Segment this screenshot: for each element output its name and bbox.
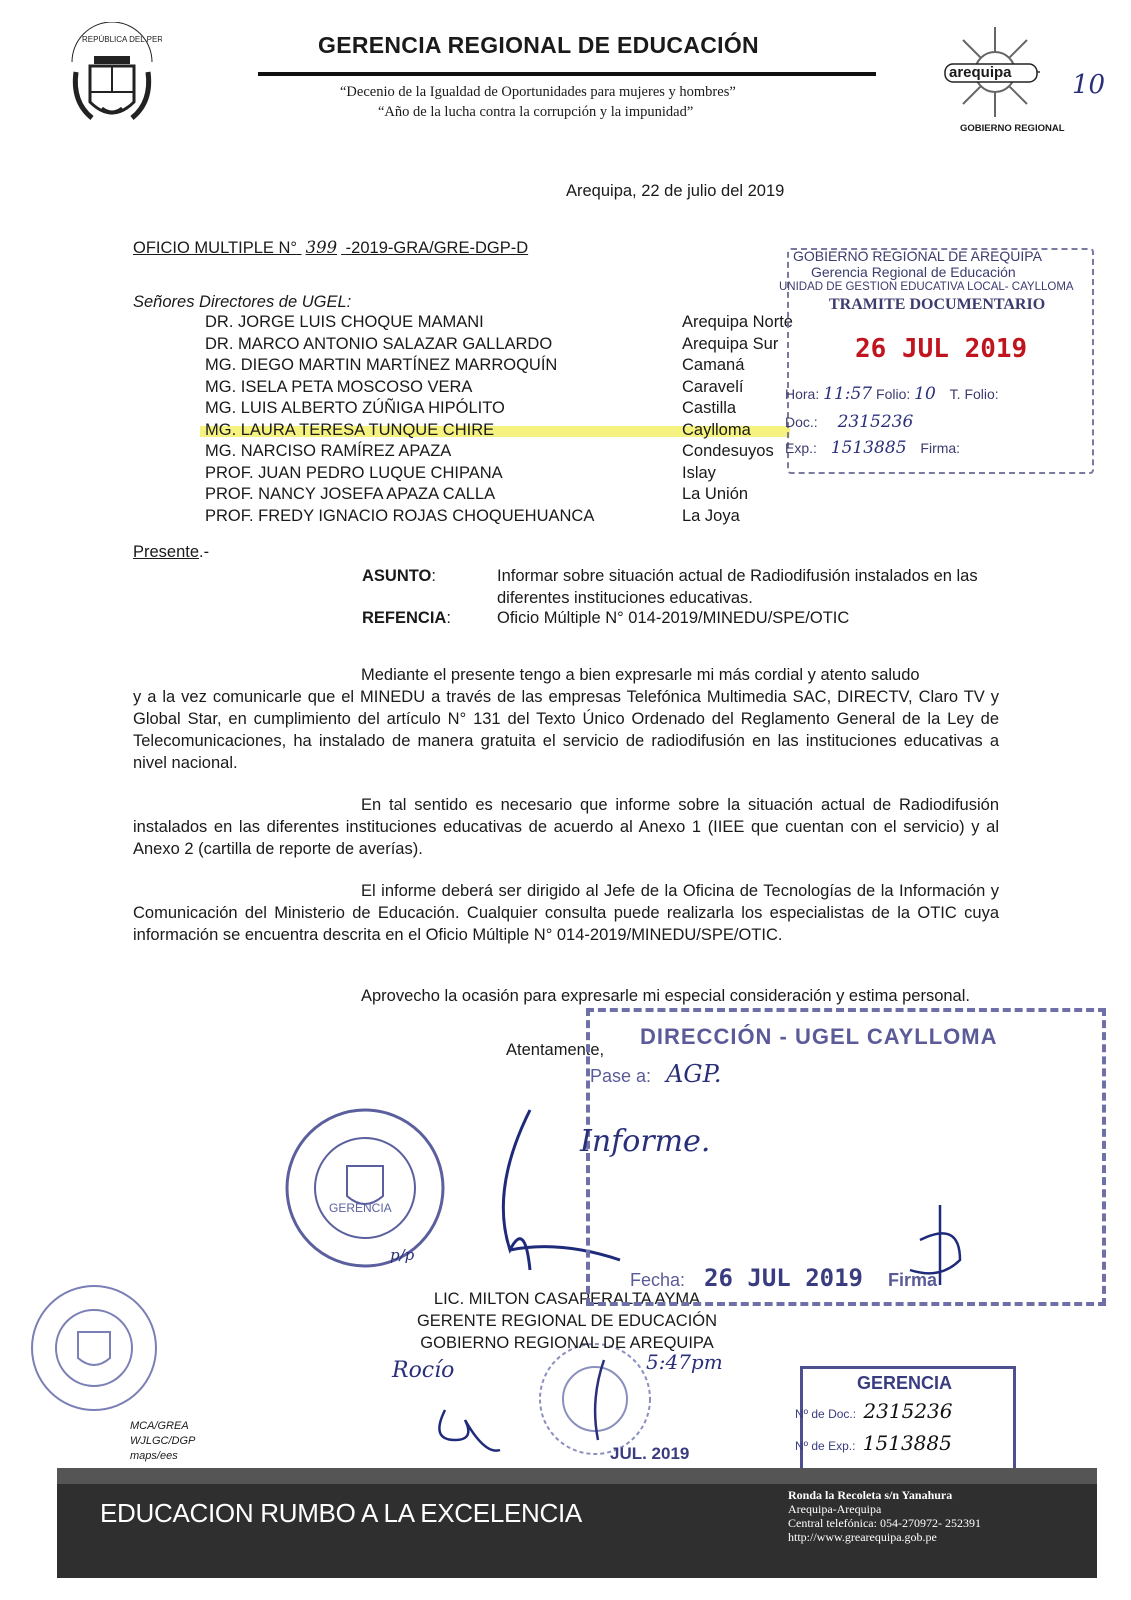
recipient-name: PROF. FREDY IGNACIO ROJAS CHOQUEHUANCA [205, 506, 595, 525]
svg-text:REPÚBLICA DEL PERÚ: REPÚBLICA DEL PERÚ [82, 35, 162, 44]
initials-line-3: maps/ees [130, 1450, 178, 1462]
stamp-doc-value: 2315236 [837, 412, 914, 432]
recipient-ugel: Arequipa Norte [682, 313, 793, 331]
paragraph-3: El informe deberá ser dirigido al Jefe de la Oficina de Tecnologías de la Información y Comunicación del Ministerio de Educación. Cualquier consulta puede realizarla los especialistas de la OTIC cuya información se encuentra descrita en el Oficio Múltiple N° 014-2019/MINEDU/SPE/OTIC. [133, 882, 999, 944]
logo-text: arequipa [949, 64, 1012, 81]
recipient-row [205, 463, 805, 485]
stamp-direccion-date: 26 JUL 2019 [704, 1264, 863, 1292]
recipient-name: DR. MARCO ANTONIO SALAZAR GALLARDO [205, 334, 553, 353]
paragraph-1-start: Mediante el presente tengo a bien expresarle mi más cordial y atento saludo [361, 666, 920, 684]
closing: Atentamente, [506, 1041, 605, 1059]
stamp-direccion-ugel [580, 1008, 1106, 1306]
stamp-line-3: UNIDAD DE GESTION EDUCATIVA LOCAL- CAYLLOMA [779, 281, 1074, 293]
institution-title: GERENCIA REGIONAL DE EDUCACIÓN [318, 32, 759, 58]
stamp-gerencia-doc: Nº de Doc.: 2315236 [795, 1399, 953, 1423]
stamp-pase-row: Pase a: AGP. [590, 1060, 722, 1088]
arequipa-logo [935, 22, 1055, 122]
stamp-date: 26 JUL 2019 [855, 334, 1028, 364]
stamp-fecha-row: Fecha: 26 JUL 2019 Firma [630, 1264, 938, 1292]
seal-dgp [28, 1282, 160, 1414]
stamp-doc-row: Doc.: 2315236 [785, 412, 914, 432]
footer-address-1: Ronda la Recoleta s/n Yanahura [788, 1488, 953, 1502]
asunto-text: Informar sobre situación actual de Radiodifusión instalados en las diferentes instituciones educativas. [497, 567, 978, 607]
recipient-name: MG. LAURA TERESA TUNQUE CHIRE [205, 420, 495, 439]
signer-name: LIC. MILTON CASAPERALTA AYMA [433, 1290, 701, 1308]
paragraph-2: En tal sentido es necesario que informe sobre la situación actual de Radiodifusión instalados en las diferentes instituciones educativas de acuerdo al Anexo 1 (IIEE que cuentan con el servicio) y al Anexo 2 (cartilla de reporte de averías). [133, 796, 999, 858]
slogan-decade: “Decenio de la Igualdad de Oportunidades para mujeres y hombres” [340, 84, 736, 100]
recipient-row [205, 377, 805, 399]
paragraph-1 [133, 664, 999, 774]
recipient-ugel: Condesuyos [682, 442, 774, 460]
initials-scribble [425, 1400, 505, 1460]
recipients-heading: Señores Directores de UGEL: [133, 293, 352, 311]
seal-center-text: GERENCIA [329, 1201, 392, 1215]
stamp-folio-value: 10 [914, 384, 936, 404]
stamp-gerencia-title: GERENCIA [857, 1373, 953, 1393]
recipient-ugel: Camaná [682, 356, 745, 374]
footer-address [788, 1488, 981, 1544]
footer-band [57, 1468, 1097, 1484]
stamp-date-partial: JUL. 2019 [610, 1444, 690, 1463]
recipients-list [205, 312, 805, 527]
recipient-row [205, 484, 805, 506]
reference-initials [130, 1419, 195, 1464]
recipient-ugel: La Joya [682, 506, 740, 525]
letter-date: Arequipa, 22 de julio del 2019 [566, 182, 785, 200]
recipient-name: MG. LUIS ALBERTO ZÚÑIGA HIPÓLITO [205, 399, 505, 417]
recipient-name: PROF. JUAN PEDRO LUQUE CHIPANA [205, 463, 503, 482]
recipient-row [205, 334, 805, 356]
recipient-name: PROF. NANCY JOSEFA APAZA CALLA [205, 485, 496, 503]
slogan-year: “Año de la lucha contra la corrupción y la impunidad” [378, 104, 694, 120]
initials-line-2: WJLGC/DGP [130, 1435, 196, 1447]
referencia-label: REFENCIA: [362, 609, 451, 627]
presente-line: Presente.- [133, 543, 210, 561]
stamp-exp-row: Exp.: 1513885 Firma: [785, 438, 961, 458]
paragraph-1-rest: y a la vez comunicarle que el MINEDU a través de las empresas Telefónica Multimedia SAC, DIRECTV, Claro TV y Global Star, en cumplimiento del artículo N° 131 del Texto Único Ordenado del Reglamento General de la Ley de Telecomunicaciones, ha instalado de manera gratuita el servicio de radiodifusión en las instituciones educativas a nivel nacional. [133, 688, 999, 772]
recipient-ugel: Arequipa Sur [682, 334, 779, 353]
presente: Presente [133, 543, 200, 561]
stamp-line-4: TRAMITE DOCUMENTARIO [829, 296, 1046, 313]
recipient-ugel: Caravelí [682, 377, 744, 396]
recipient-name: MG. NARCISO RAMÍREZ APAZA [205, 442, 452, 460]
recipient-name: MG. DIEGO MARTIN MARTÍNEZ MARROQUÍN [205, 356, 558, 374]
pp-note: p/p [390, 1246, 415, 1264]
recipient-row [205, 441, 805, 463]
stamp-pase-value: AGP. [666, 1060, 722, 1088]
gobierno-regional-label: GOBIERNO REGIONAL [960, 123, 1065, 134]
peru-coat-of-arms [62, 22, 162, 132]
recipient-ugel: Castilla [682, 399, 737, 417]
stamp-gerencia-exp: Nº de Exp.: 1513885 [795, 1431, 952, 1455]
handwritten-time: 5:47pm [646, 1350, 723, 1374]
recipient-row [205, 506, 805, 528]
stamp-gerencia-doc-value: 2315236 [863, 1399, 953, 1423]
stamp-hora-row: Hora: 11:57 Folio: 10 T. Folio: [785, 384, 999, 404]
footer-phone: Central telefónica: 054-270972- 252391 [788, 1516, 981, 1530]
footer-motto: EDUCACION RUMBO A LA EXCELENCIA [100, 1498, 582, 1528]
recipient-row-highlighted [205, 420, 805, 442]
stamp-tramite-documentario [779, 248, 1094, 474]
stamp-exp-value: 1513885 [830, 438, 907, 458]
stamp-hora-value: 11:57 [823, 384, 873, 404]
recipient-row [205, 355, 805, 377]
referencia-text: Oficio Múltiple N° 014-2019/MINEDU/SPE/OTIC [497, 609, 850, 627]
recipient-ugel: Caylloma [682, 420, 751, 439]
oficio-suffix: -2019-GRA/GRE-DGP-D [345, 239, 529, 257]
stamp-note-informe: Informe. [580, 1124, 711, 1159]
signer-org: GOBIERNO REGIONAL DE AREQUIPA [420, 1334, 714, 1352]
title-underline [258, 72, 876, 76]
asunto-label: ASUNTO: [362, 567, 436, 585]
oficio-number [133, 237, 528, 259]
stamp-gerencia [795, 1366, 1016, 1472]
stamp-line-1: GOBIERNO REGIONAL DE AREQUIPA [793, 248, 1042, 264]
seal-ugel [536, 1340, 654, 1458]
recipient-ugel: Islay [682, 463, 716, 482]
recipient-name: DR. JORGE LUIS CHOQUE MAMANI [205, 313, 484, 331]
recipient-row [205, 398, 805, 420]
oficio-handwritten-number: 399 [305, 238, 338, 257]
stamp-direccion-title: DIRECCIÓN - UGEL CAYLLOMA [640, 1024, 998, 1049]
recipient-name: MG. ISELA PETA MOSCOSO VERA [205, 377, 473, 396]
footer-address-2: Arequipa-Arequipa [788, 1502, 882, 1516]
handwritten-rocio: Rocío [392, 1358, 455, 1383]
footer-website[interactable]: http://www.grearequipa.gob.pe [788, 1530, 937, 1544]
paragraph-4: Aprovecho la ocasión para expresarle mi especial consideración y estima personal. [361, 987, 970, 1005]
initials-line-1: MCA/GREA [130, 1420, 189, 1432]
signer-title: GERENTE REGIONAL DE EDUCACIÓN [416, 1312, 718, 1330]
seal-gerencia [283, 1106, 448, 1271]
stamp-gerencia-exp-value: 1513885 [862, 1431, 952, 1455]
recipient-ugel: La Unión [682, 485, 749, 503]
oficio-prefix: OFICIO MULTIPLE N° [133, 239, 297, 257]
recipient-row [205, 312, 805, 334]
stamp-line-2: Gerencia Regional de Educación [811, 264, 1016, 280]
folio-mark: 10 [1072, 70, 1106, 100]
